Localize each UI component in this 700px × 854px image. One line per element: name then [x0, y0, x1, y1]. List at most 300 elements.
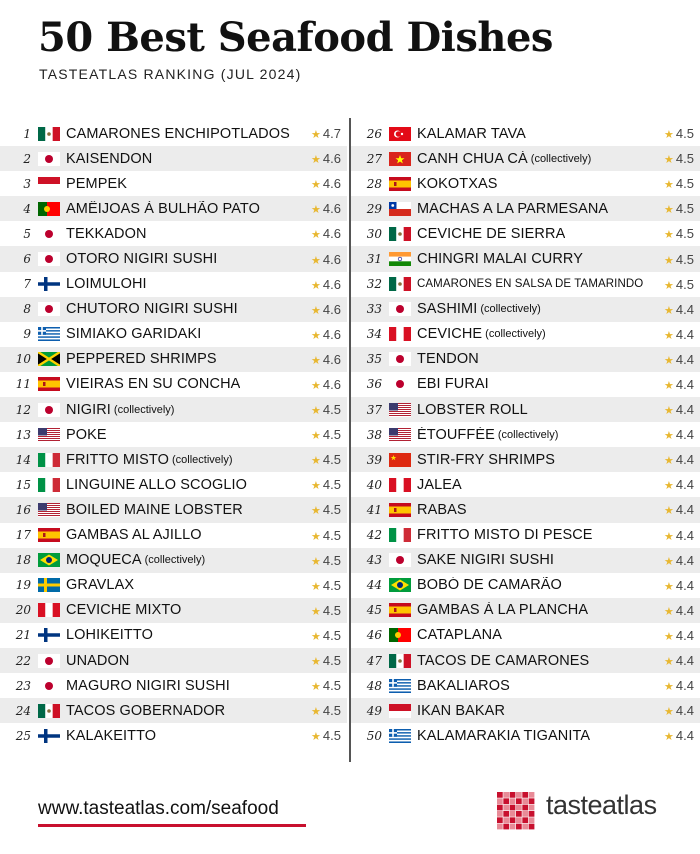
dish-note: (collectively): [171, 453, 233, 466]
rank-number: 36: [366, 377, 382, 392]
dish-rating: [664, 201, 694, 216]
dish-name: GAMBAS À LA PLANCHA: [417, 602, 589, 619]
rating-value: 4.6: [322, 301, 341, 317]
dish-name: LOIMULOHI: [66, 276, 147, 293]
usa-flag-icon: [389, 403, 411, 417]
rating-value: 4.5: [675, 176, 694, 192]
japan-flag-icon: [389, 553, 411, 567]
rank-number: 22: [15, 653, 31, 668]
japan-flag-icon: [389, 302, 411, 316]
rank-number: 32: [366, 277, 382, 292]
dish-rating: [664, 452, 694, 467]
ranking-row: [0, 723, 347, 748]
dish-name: CEVICHE MIXTO: [66, 602, 182, 619]
rating-value: 4.7: [322, 126, 341, 142]
peru-flag-icon: [389, 327, 411, 341]
rank-number: 26: [366, 126, 382, 141]
rank-number: 23: [15, 678, 31, 693]
rating-value: 4.6: [322, 376, 341, 392]
rating-value: 4.4: [675, 627, 694, 643]
jamaica-flag-icon: [38, 352, 60, 366]
star-icon: ★: [664, 229, 674, 242]
mexico-flag-icon: [389, 227, 411, 241]
star-icon: ★: [311, 555, 321, 568]
rating-value: 4.5: [322, 728, 341, 744]
ranking-row: [0, 523, 347, 548]
ranking-row: [0, 272, 347, 297]
ranking-row: [351, 598, 700, 623]
japan-flag-icon: [38, 679, 60, 693]
star-icon: ★: [311, 656, 321, 669]
dish-rating: [664, 126, 694, 141]
star-icon: ★: [311, 304, 321, 317]
greece-flag-icon: [389, 729, 411, 743]
rank-number: 35: [366, 352, 382, 367]
dish-name: CEVICHE DE SIERRA: [417, 225, 566, 242]
ranking-row: [0, 422, 347, 447]
dish-name: NIGIRI: [66, 401, 111, 418]
rating-value: 4.5: [675, 226, 694, 242]
ranking-row: [351, 548, 700, 573]
rank-number: 24: [15, 703, 31, 718]
rank-number: 15: [15, 477, 31, 492]
website-link[interactable]: www.tasteatlas.com/seafood: [38, 798, 279, 819]
star-icon: ★: [311, 254, 321, 267]
star-icon: ★: [311, 179, 321, 192]
rank-number: 44: [366, 578, 382, 593]
rating-value: 4.4: [675, 477, 694, 493]
dish-note: (collectively): [485, 328, 546, 341]
tasteatlas-logo-icon: [497, 792, 535, 830]
portugal-flag-icon: [38, 202, 60, 216]
dish-name: LOBSTER ROLL: [417, 401, 528, 418]
ranking-row: [351, 171, 700, 196]
rank-number: 3: [23, 176, 31, 191]
rating-value: 4.4: [675, 452, 694, 468]
rating-value: 4.5: [675, 151, 694, 167]
italy-flag-icon: [389, 528, 411, 542]
dish-rating: [664, 226, 694, 241]
mexico-flag-icon: [389, 277, 411, 291]
dish-name: CAMARONES EN SALSA DE TAMARINDO: [417, 278, 644, 291]
dish-name: SIMIAKO GARIDAKI: [66, 326, 202, 343]
dish-rating: [311, 528, 341, 543]
dish-name: TACOS DE CAMARONES: [417, 652, 590, 669]
dish-rating: [311, 176, 341, 191]
ranking-row: [351, 698, 700, 723]
rank-number: 45: [366, 603, 382, 618]
star-icon: ★: [664, 254, 674, 267]
ranking-row: [351, 372, 700, 397]
dish-rating: [664, 528, 694, 543]
ranking-row: [0, 623, 347, 648]
dish-name: TEKKADON: [66, 225, 147, 242]
rank-number: 27: [366, 151, 382, 166]
ranking-row: [351, 272, 700, 297]
ranking-row: [0, 297, 347, 322]
rating-value: 4.5: [675, 126, 694, 142]
rank-number: 47: [366, 653, 382, 668]
star-icon: ★: [664, 304, 674, 317]
dish-name: VIEIRAS EN SU CONCHA: [66, 376, 241, 393]
rank-number: 42: [366, 528, 382, 543]
dish-name: LINGUINE ALLO SCOGLIO: [66, 476, 247, 493]
dish-rating: [311, 728, 341, 743]
dish-name: KALAMAR TAVA: [417, 125, 526, 142]
rating-value: 4.6: [322, 276, 341, 292]
dish-rating: [664, 302, 694, 317]
ranking-row: [351, 121, 700, 146]
ranking-row: [351, 573, 700, 598]
dish-name: MOQUECA: [66, 552, 142, 569]
dish-rating: [664, 327, 694, 342]
page-subtitle: TASTEATLAS RANKING (JUL 2024): [39, 66, 302, 82]
dish-name: AMÊIJOAS À BULHÃO PATO: [66, 200, 260, 217]
ranking-row: [351, 422, 700, 447]
dish-name: SASHIMI: [417, 301, 478, 318]
star-icon: ★: [311, 379, 321, 392]
rating-value: 4.6: [322, 251, 341, 267]
rank-number: 2: [23, 151, 31, 166]
rating-value: 4.5: [675, 251, 694, 267]
dish-rating: [311, 352, 341, 367]
rank-number: 46: [366, 628, 382, 643]
rating-value: 4.5: [322, 427, 341, 443]
star-icon: ★: [664, 656, 674, 669]
rating-value: 4.4: [675, 502, 694, 518]
greece-flag-icon: [38, 327, 60, 341]
dish-name: KOKOTXAS: [417, 175, 498, 192]
rating-value: 4.5: [322, 552, 341, 568]
rank-number: 1: [23, 126, 31, 141]
rank-number: 48: [366, 678, 382, 693]
dish-rating: [664, 427, 694, 442]
star-icon: ★: [664, 204, 674, 217]
rank-number: 16: [15, 502, 31, 517]
star-icon: ★: [664, 731, 674, 744]
dish-rating: [311, 377, 341, 392]
dish-rating: [664, 477, 694, 492]
star-icon: ★: [664, 405, 674, 418]
dish-name: UNADON: [66, 652, 130, 669]
ranking-row: [0, 598, 347, 623]
dish-rating: [311, 126, 341, 141]
rating-value: 4.4: [675, 653, 694, 669]
rank-number: 6: [23, 252, 31, 267]
dish-name: CATAPLANA: [417, 627, 502, 644]
ranking-row: [0, 698, 347, 723]
rank-number: 39: [366, 452, 382, 467]
dish-name: CAMARONES ENCHIPOTLADOS: [66, 125, 290, 142]
dish-name: FRITTO MISTO DI PESCE: [417, 527, 593, 544]
rating-value: 4.5: [322, 452, 341, 468]
star-icon: ★: [664, 480, 674, 493]
dish-note: (collectively): [530, 152, 592, 165]
ranking-row: [0, 472, 347, 497]
ranking-row: [351, 246, 700, 271]
star-icon: ★: [311, 354, 321, 367]
rank-number: 7: [23, 277, 31, 292]
dish-rating: [311, 151, 341, 166]
star-icon: ★: [311, 580, 321, 593]
dish-rating: [664, 176, 694, 191]
mexico-flag-icon: [38, 127, 60, 141]
ranking-row: [0, 548, 347, 573]
star-icon: ★: [311, 154, 321, 167]
rank-number: 37: [366, 402, 382, 417]
rating-value: 4.6: [322, 351, 341, 367]
turkey-flag-icon: [389, 127, 411, 141]
star-icon: ★: [664, 430, 674, 443]
dish-name: EBI FURAI: [417, 376, 489, 393]
dish-name: GAMBAS AL AJILLO: [66, 527, 202, 544]
ranking-row: [351, 347, 700, 372]
rating-value: 4.5: [322, 703, 341, 719]
ranking-row: [351, 196, 700, 221]
ranking-row: [0, 397, 347, 422]
star-icon: ★: [664, 179, 674, 192]
dish-rating: [311, 578, 341, 593]
dish-name: CANH CHUA CÁ: [417, 150, 528, 167]
vietnam-flag-icon: [389, 152, 411, 166]
star-icon: ★: [311, 480, 321, 493]
ranking-row: [0, 573, 347, 598]
rank-number: 43: [366, 553, 382, 568]
dish-rating: [664, 277, 694, 292]
sweden-flag-icon: [38, 578, 60, 592]
star-icon: ★: [311, 329, 321, 342]
dish-name: GRAVLAX: [66, 577, 135, 594]
rank-number: 50: [366, 728, 382, 743]
dish-rating: [664, 402, 694, 417]
rating-value: 4.5: [322, 477, 341, 493]
rank-number: 12: [15, 402, 31, 417]
rank-number: 28: [366, 176, 382, 191]
dish-name: BAKALIAROS: [417, 677, 510, 694]
rank-number: 33: [366, 302, 382, 317]
japan-flag-icon: [38, 252, 60, 266]
rank-number: 41: [366, 502, 382, 517]
ranking-row: [0, 648, 347, 673]
ranking-row: [351, 723, 700, 748]
rating-value: 4.4: [675, 326, 694, 342]
rating-value: 4.5: [675, 201, 694, 217]
rating-value: 4.5: [322, 577, 341, 593]
star-icon: ★: [311, 605, 321, 618]
page-title: 50 Best Seafood Dishes: [38, 14, 553, 61]
star-icon: ★: [664, 555, 674, 568]
peru-flag-icon: [38, 603, 60, 617]
dish-rating: [311, 252, 341, 267]
star-icon: ★: [311, 530, 321, 543]
ranking-row: [351, 648, 700, 673]
dish-rating: [664, 628, 694, 643]
dish-rating: [311, 226, 341, 241]
star-icon: ★: [664, 129, 674, 142]
star-icon: ★: [311, 430, 321, 443]
star-icon: ★: [664, 706, 674, 719]
rank-number: 49: [366, 703, 382, 718]
ranking-row: [0, 196, 347, 221]
star-icon: ★: [664, 279, 674, 292]
finland-flag-icon: [38, 628, 60, 642]
rating-value: 4.5: [322, 653, 341, 669]
star-icon: ★: [664, 455, 674, 468]
india-flag-icon: [389, 252, 411, 266]
ranking-row: [0, 121, 347, 146]
ranking-row: [0, 347, 347, 372]
dish-name: PEPPERED SHRIMPS: [66, 351, 217, 368]
dish-rating: [311, 703, 341, 718]
rank-number: 13: [15, 427, 31, 442]
finland-flag-icon: [38, 277, 60, 291]
dish-name: RABAS: [417, 501, 467, 518]
dish-name: CEVICHE: [417, 326, 483, 343]
dish-rating: [664, 678, 694, 693]
italy-flag-icon: [38, 478, 60, 492]
spain-flag-icon: [389, 177, 411, 191]
dish-name: OTORO NIGIRI SUSHI: [66, 251, 218, 268]
mexico-flag-icon: [389, 654, 411, 668]
star-icon: ★: [311, 681, 321, 694]
rank-number: 34: [366, 327, 382, 342]
link-underline: [38, 824, 306, 827]
star-icon: ★: [311, 731, 321, 744]
peru-flag-icon: [389, 478, 411, 492]
dish-rating: [664, 151, 694, 166]
dish-name: BOBÓ DE CAMARÃO: [417, 577, 562, 594]
portugal-flag-icon: [389, 628, 411, 642]
dish-name: TENDON: [417, 351, 479, 368]
dish-rating: [311, 653, 341, 668]
rating-value: 4.5: [322, 678, 341, 694]
rating-value: 4.5: [322, 502, 341, 518]
star-icon: ★: [311, 204, 321, 217]
dish-rating: [311, 277, 341, 292]
spain-flag-icon: [389, 503, 411, 517]
star-icon: ★: [664, 530, 674, 543]
ranking-row: [0, 447, 347, 472]
japan-flag-icon: [38, 152, 60, 166]
dish-note: (collectively): [144, 554, 206, 567]
dish-name: CHUTORO NIGIRI SUSHI: [66, 301, 238, 318]
usa-flag-icon: [38, 503, 60, 517]
rating-value: 4.4: [675, 678, 694, 694]
ranking-row: [0, 673, 347, 698]
spain-flag-icon: [38, 528, 60, 542]
dish-note: (collectively): [480, 303, 541, 316]
dish-name: JALEA: [417, 476, 462, 493]
star-icon: ★: [664, 681, 674, 694]
dish-rating: [664, 377, 694, 392]
dish-rating: [311, 201, 341, 216]
ranking-row: [351, 497, 700, 522]
dish-rating: [311, 427, 341, 442]
usa-flag-icon: [38, 428, 60, 442]
ranking-row: [0, 372, 347, 397]
star-icon: ★: [664, 329, 674, 342]
rating-value: 4.4: [675, 728, 694, 744]
spain-flag-icon: [38, 377, 60, 391]
rating-value: 4.4: [675, 427, 694, 443]
dish-name: FRITTO MISTO: [66, 451, 169, 468]
dish-rating: [664, 252, 694, 267]
brazil-flag-icon: [38, 553, 60, 567]
rank-number: 17: [15, 528, 31, 543]
dish-rating: [311, 452, 341, 467]
rating-value: 4.5: [322, 402, 341, 418]
rating-value: 4.6: [322, 326, 341, 342]
star-icon: ★: [664, 154, 674, 167]
star-icon: ★: [311, 706, 321, 719]
japan-flag-icon: [38, 403, 60, 417]
dish-note: (collectively): [113, 403, 175, 416]
dish-rating: [311, 477, 341, 492]
ranking-row: [351, 523, 700, 548]
ranking-column-left: [0, 121, 347, 748]
star-icon: ★: [664, 630, 674, 643]
star-icon: ★: [664, 505, 674, 518]
rank-number: 4: [23, 201, 31, 216]
star-icon: ★: [311, 279, 321, 292]
rank-number: 11: [15, 377, 31, 392]
dish-name: SAKE NIGIRI SUSHI: [417, 552, 555, 569]
star-icon: ★: [311, 229, 321, 242]
rank-number: 19: [15, 578, 31, 593]
ranking-row: [351, 447, 700, 472]
ranking-row: [0, 322, 347, 347]
rank-number: 21: [15, 628, 31, 643]
rank-number: 9: [23, 327, 31, 342]
dish-rating: [311, 402, 341, 417]
star-icon: ★: [664, 354, 674, 367]
ranking-row: [351, 221, 700, 246]
dish-name: LOHIKEITTO: [66, 627, 153, 644]
rating-value: 4.6: [322, 201, 341, 217]
dish-rating: [311, 678, 341, 693]
ranking-row: [0, 146, 347, 171]
rating-value: 4.6: [322, 226, 341, 242]
rating-value: 4.4: [675, 602, 694, 618]
rank-number: 20: [15, 603, 31, 618]
dish-rating: [311, 628, 341, 643]
dish-name: ÉTOUFFÉE: [417, 426, 495, 443]
japan-flag-icon: [38, 302, 60, 316]
japan-flag-icon: [389, 352, 411, 366]
dish-rating: [311, 327, 341, 342]
rating-value: 4.4: [675, 376, 694, 392]
rank-number: 30: [366, 226, 382, 241]
finland-flag-icon: [38, 729, 60, 743]
dish-rating: [311, 553, 341, 568]
star-icon: ★: [664, 580, 674, 593]
dish-rating: [311, 603, 341, 618]
dish-name: BOILED MAINE LOBSTER: [66, 501, 243, 518]
rating-value: 4.4: [675, 552, 694, 568]
rank-number: 8: [23, 302, 31, 317]
dish-name: IKAN BAKAR: [417, 702, 506, 719]
rank-number: 18: [15, 553, 31, 568]
rating-value: 4.4: [675, 351, 694, 367]
dish-name: MAGURO NIGIRI SUSHI: [66, 677, 230, 694]
rating-value: 4.5: [322, 602, 341, 618]
dish-name: MACHAS A LA PARMESANA: [417, 200, 609, 217]
rating-value: 4.4: [675, 703, 694, 719]
ranking-row: [351, 297, 700, 322]
dish-rating: [664, 553, 694, 568]
spain-flag-icon: [389, 603, 411, 617]
dish-name: CHINGRI MALAI CURRY: [417, 251, 583, 268]
